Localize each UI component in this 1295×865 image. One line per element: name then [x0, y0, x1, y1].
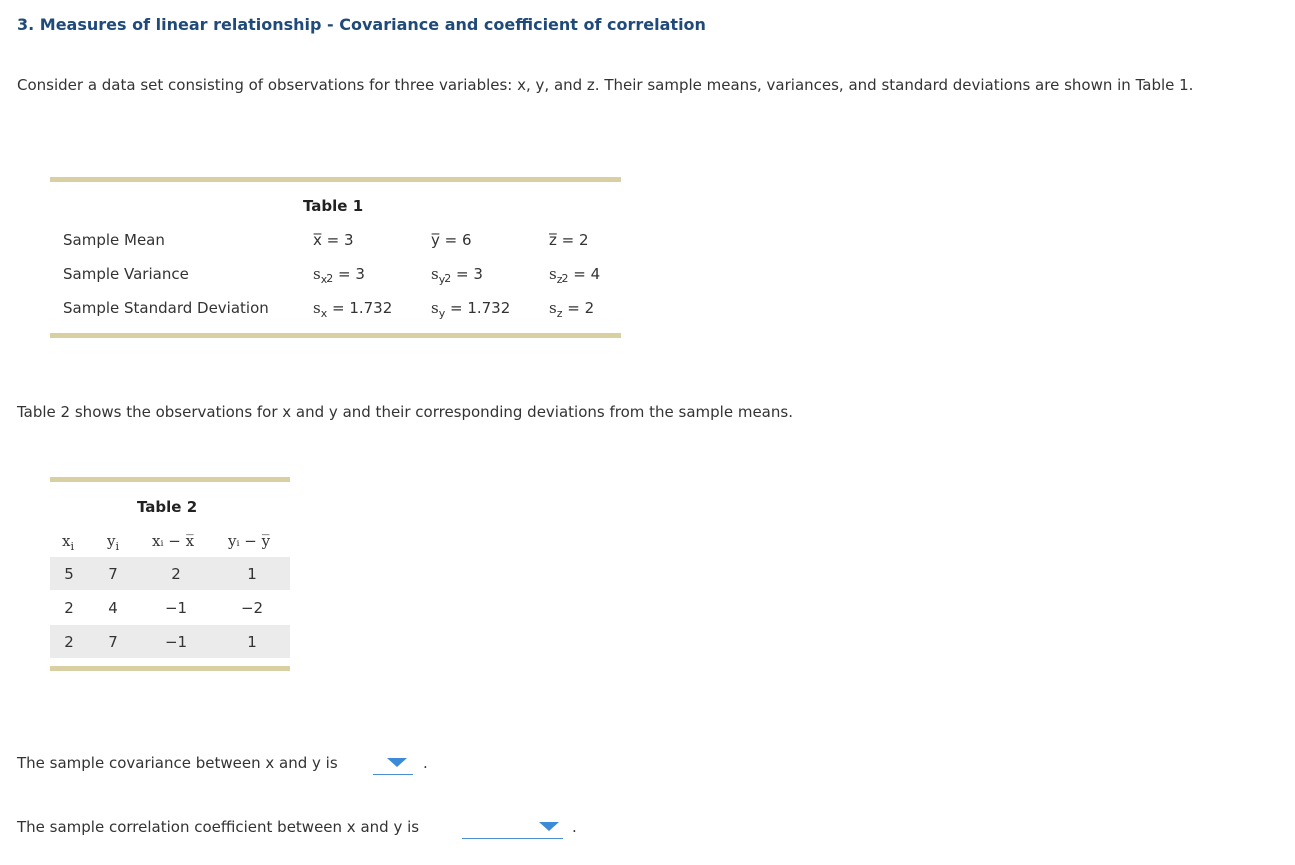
variance-x-symbol: s [313, 265, 321, 283]
std-z-sub: z [556, 307, 563, 320]
variance-z-symbol: s [549, 265, 557, 283]
cell-yi: 7 [108, 565, 118, 583]
variance-z-value: = 4 [568, 265, 601, 283]
variance-y-sub: y [438, 273, 446, 286]
std-dev-y [431, 299, 511, 320]
header-yi-i: i [115, 540, 120, 553]
std-z-value: = 2 [562, 299, 595, 317]
variance-y-value: = 3 [451, 265, 483, 283]
std-y-sub: y [438, 307, 446, 320]
header-yi [107, 532, 120, 553]
table-1-caption: Table 1 [303, 197, 364, 215]
variance-y-exp: 2 [444, 272, 452, 285]
header-xi-i: i [70, 540, 74, 553]
std-dev-z [549, 299, 595, 320]
correlation-question: The sample correlation coefficient between x and y is [17, 818, 420, 836]
intro-paragraph: Consider a data set consisting of observations for three variables: x, y, and z. Their sample means, variances, and standard deviations are shown in Table 1. [17, 76, 1194, 94]
table-1-top-rule [50, 177, 621, 182]
row-label-std-dev: Sample Standard Deviation [63, 299, 269, 317]
cell-xi: 2 [64, 599, 74, 617]
covariance-period: . [423, 754, 428, 772]
std-x-value: = 1.732 [327, 299, 393, 317]
correlation-dropdown[interactable] [462, 818, 563, 839]
std-dev-x [313, 299, 393, 320]
variance-x-sub: x [320, 273, 328, 286]
header-y-deviation: yᵢ − y̅ [228, 532, 271, 550]
cell-yi: 7 [108, 633, 118, 651]
variance-y-symbol: s [431, 265, 439, 283]
table-2-top-rule [50, 477, 290, 482]
cell-y-deviation: 1 [247, 565, 257, 583]
covariance-dropdown[interactable] [373, 754, 413, 775]
variance-x-exp: 2 [326, 272, 334, 285]
table-2-intro: Table 2 shows the observations for x and y and their corresponding deviations from the sample means. [17, 403, 793, 421]
mean-y: y̅ = 6 [431, 231, 472, 249]
cell-y-deviation: 1 [247, 633, 257, 651]
header-yi-y: y [107, 532, 116, 550]
mean-x: x̅ = 3 [313, 231, 354, 249]
cell-yi: 4 [108, 599, 118, 617]
variance-y [431, 265, 483, 286]
std-x-symbol: s [313, 299, 321, 317]
chevron-down-icon [539, 822, 559, 831]
page-title: 3. Measures of linear relationship - Covariance and coefficient of correlation [17, 15, 706, 34]
variance-x-value: = 3 [333, 265, 365, 283]
correlation-period: . [572, 818, 577, 836]
variance-z-exp: 2 [561, 272, 569, 285]
cell-xi: 5 [64, 565, 74, 583]
cell-x-deviation: 2 [171, 565, 181, 583]
cell-x-deviation: −1 [164, 599, 188, 617]
variance-z-sub: z [556, 273, 563, 286]
std-x-sub: x [320, 307, 328, 320]
std-y-value: = 1.732 [445, 299, 511, 317]
std-y-symbol: s [431, 299, 439, 317]
cell-x-deviation: −1 [164, 633, 188, 651]
header-xi-x: x [62, 532, 71, 550]
variance-x [313, 265, 365, 286]
row-label-mean: Sample Mean [63, 231, 165, 249]
covariance-question: The sample covariance between x and y is [17, 754, 338, 772]
variance-z [549, 265, 601, 286]
chevron-down-icon [387, 758, 407, 767]
cell-y-deviation: −2 [240, 599, 264, 617]
mean-z: z̅ = 2 [549, 231, 589, 249]
cell-xi: 2 [64, 633, 74, 651]
table-1-bottom-rule [50, 333, 621, 338]
std-z-symbol: s [549, 299, 557, 317]
row-label-variance: Sample Variance [63, 265, 189, 283]
header-xi [62, 532, 74, 553]
table-2-bottom-rule [50, 666, 290, 671]
table-2-caption: Table 2 [137, 498, 198, 516]
header-x-deviation: xᵢ − x̅ [152, 532, 195, 550]
